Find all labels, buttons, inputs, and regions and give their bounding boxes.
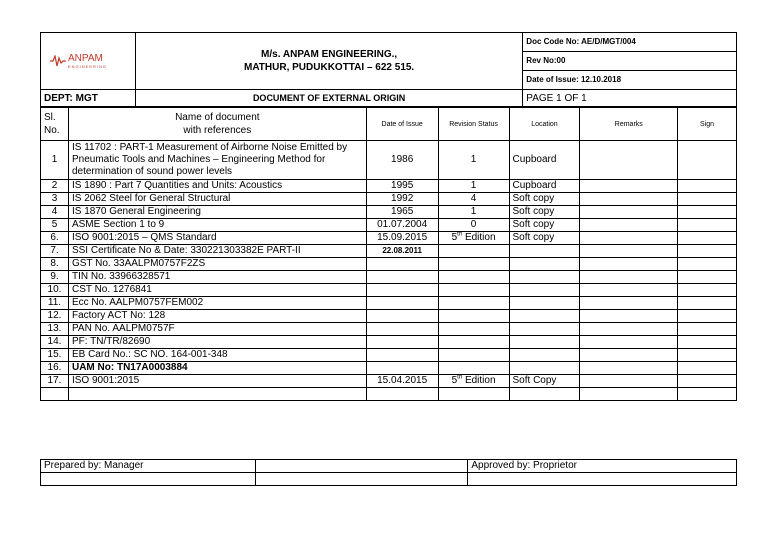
cell-revision-status — [438, 310, 509, 323]
cell-location — [509, 323, 580, 336]
company-name: M/s. ANPAM ENGINEERING., — [261, 49, 398, 60]
cell-date-of-issue — [366, 258, 438, 271]
table-row — [41, 206, 737, 219]
logo-cell — [41, 33, 136, 90]
cell-sign — [678, 245, 737, 258]
empty-cell — [678, 388, 737, 401]
table-row — [41, 362, 737, 375]
revision-value: 1 — [470, 154, 477, 165]
cell-remarks — [580, 284, 678, 297]
cell-document-name: SSI Certificate No & Date: 330221303382E PART-II — [68, 245, 366, 258]
page-indicator: PAGE 1 OF 1 — [523, 90, 737, 107]
cell-location — [509, 271, 580, 284]
cell-location — [509, 336, 580, 349]
cell-sign — [678, 284, 737, 297]
cell-document-name: UAM No: TN17A0003884 — [68, 362, 366, 375]
document-title: DOCUMENT OF EXTERNAL ORIGIN — [135, 90, 522, 107]
cell-sl-no: 4 — [41, 206, 69, 219]
empty-cell — [438, 388, 509, 401]
cell-document-name: ASME Section 1 to 9 — [68, 219, 366, 232]
col-date-of-issue: Date of Issue — [366, 108, 438, 141]
cell-revision-status — [438, 232, 509, 245]
cell-sign — [678, 258, 737, 271]
cell-document-name: TIN No. 33966328571 — [68, 271, 366, 284]
logo-wave-icon — [50, 55, 66, 67]
revision-edition: Edition — [462, 232, 496, 243]
cell-remarks — [580, 219, 678, 232]
cell-sl-no: 5 — [41, 219, 69, 232]
cell-remarks — [580, 180, 678, 193]
cell-document-name: ISO 9001:2015 — [68, 375, 366, 388]
col-name-of-document — [68, 108, 366, 141]
cell-revision-status — [438, 206, 509, 219]
cell-remarks — [580, 310, 678, 323]
empty-cell — [580, 388, 678, 401]
cell-sl-no: 16. — [41, 362, 69, 375]
cell-date-of-issue — [366, 362, 438, 375]
cell-revision-status — [438, 349, 509, 362]
cell-revision-status — [438, 297, 509, 310]
table-row — [41, 245, 737, 258]
cell-date-of-issue: 1965 — [366, 206, 438, 219]
cell-location — [509, 349, 580, 362]
cell-location — [509, 362, 580, 375]
empty-cell — [509, 388, 580, 401]
cell-sl-no: 12. — [41, 310, 69, 323]
cell-location — [509, 310, 580, 323]
cell-document-name: IS 2062 Steel for General Structural — [68, 193, 366, 206]
cell-sl-no: 8. — [41, 258, 69, 271]
cell-remarks — [580, 245, 678, 258]
empty-cell — [366, 388, 438, 401]
cell-location — [509, 284, 580, 297]
cell-remarks — [580, 362, 678, 375]
cell-location: Soft copy — [509, 219, 580, 232]
cell-sl-no: 11. — [41, 297, 69, 310]
table-row — [41, 284, 737, 297]
cell-location: Cupboard — [509, 141, 580, 180]
cell-location: Soft copy — [509, 193, 580, 206]
col-sign: Sign — [678, 108, 737, 141]
col-name-line2: with references — [183, 125, 252, 136]
cell-document-name: PAN No. AALPM0757F — [68, 323, 366, 336]
cell-remarks — [580, 297, 678, 310]
logo-subtext: ENGINEERING — [68, 64, 108, 69]
cell-sign — [678, 349, 737, 362]
table-row — [41, 271, 737, 284]
table-row — [41, 375, 737, 388]
table-row — [41, 297, 737, 310]
cell-date-of-issue: 15.09.2015 — [366, 232, 438, 245]
cell-document-name: GST No. 33AALPM0757F2ZS — [68, 258, 366, 271]
cell-revision-status — [438, 375, 509, 388]
cell-date-of-issue — [366, 336, 438, 349]
table-row — [41, 180, 737, 193]
cell-revision-status — [438, 141, 509, 180]
cell-location — [509, 297, 580, 310]
table-row — [41, 349, 737, 362]
cell-date-of-issue — [366, 310, 438, 323]
cell-remarks — [580, 141, 678, 180]
cell-sign — [678, 193, 737, 206]
cell-sign — [678, 336, 737, 349]
cell-sl-no: 10. — [41, 284, 69, 297]
revision-suffix: th — [457, 231, 463, 238]
cell-document-name: IS 11702 : PART-1 Measurement of Airborne Noise Emitted by Pneumatic Tools and Machines – Engineering Method for determination of sound power levels — [68, 141, 366, 180]
cell-date-of-issue — [366, 349, 438, 362]
revision-value: 5 — [451, 232, 458, 243]
prepared-sign-cell — [255, 460, 468, 473]
cell-sign — [678, 271, 737, 284]
revision-value: 1 — [470, 180, 477, 191]
cell-location: Soft copy — [509, 206, 580, 219]
col-remarks: Remarks — [580, 108, 678, 141]
cell-date-of-issue — [366, 284, 438, 297]
cell-location — [509, 245, 580, 258]
table-row — [41, 258, 737, 271]
table-row — [41, 193, 737, 206]
cell-revision-status — [438, 219, 509, 232]
cell-revision-status — [438, 284, 509, 297]
col-name-line1: Name of document — [175, 112, 260, 123]
revision-value: 0 — [470, 219, 477, 230]
cell-sl-no: 9. — [41, 271, 69, 284]
cell-date-of-issue: 1995 — [366, 180, 438, 193]
cell-document-name: Ecc No. AALPM0757FEM002 — [68, 297, 366, 310]
cell-date-of-issue — [366, 323, 438, 336]
cell-document-name: IS 1890 : Part 7 Quantities and Units: Acoustics — [68, 180, 366, 193]
logo-text: ANPAM — [68, 53, 103, 64]
cell-document-name: ISO 9001:2015 – QMS Standard — [68, 232, 366, 245]
cell-revision-status — [438, 271, 509, 284]
revision-value: 4 — [470, 193, 477, 204]
cell-remarks — [580, 271, 678, 284]
revision-edition: Edition — [462, 375, 496, 386]
empty-cell — [41, 388, 69, 401]
revision-value: 5 — [451, 375, 458, 386]
table-row — [41, 310, 737, 323]
cell-sign — [678, 232, 737, 245]
empty-cell — [68, 388, 366, 401]
cell-sl-no: 7. — [41, 245, 69, 258]
cell-sign — [678, 297, 737, 310]
cell-sign — [678, 362, 737, 375]
col-revision-status: Revision Status — [438, 108, 509, 141]
cell-revision-status — [438, 258, 509, 271]
date-of-issue: Date of Issue: 12.10.2018 — [523, 71, 737, 90]
cell-sl-no: 1 — [41, 141, 69, 180]
cell-document-name: IS 1870 General Engineering — [68, 206, 366, 219]
cell-document-name: CST No. 1276841 — [68, 284, 366, 297]
cell-document-name: Factory ACT No: 128 — [68, 310, 366, 323]
table-row — [41, 232, 737, 245]
document-register-table — [40, 107, 737, 401]
cell-remarks — [580, 323, 678, 336]
cell-sign — [678, 141, 737, 180]
cell-revision-status — [438, 180, 509, 193]
cell-sign — [678, 219, 737, 232]
cell-revision-status — [438, 362, 509, 375]
cell-sl-no: 13. — [41, 323, 69, 336]
cell-date-of-issue: 01.07.2004 — [366, 219, 438, 232]
cell-document-name: PF: TN/TR/82690 — [68, 336, 366, 349]
cell-date-of-issue: 22.08.2011 — [366, 245, 438, 258]
cell-remarks — [580, 336, 678, 349]
cell-revision-status — [438, 245, 509, 258]
cell-revision-status — [438, 323, 509, 336]
col-location: Location — [509, 108, 580, 141]
department: DEPT: MGT — [41, 90, 136, 107]
cell-remarks — [580, 375, 678, 388]
table-row — [41, 336, 737, 349]
table-row — [41, 141, 737, 180]
footer-empty-cell — [468, 473, 737, 486]
cell-revision-status — [438, 193, 509, 206]
cell-sign — [678, 323, 737, 336]
cell-remarks — [580, 232, 678, 245]
cell-sl-no: 17. — [41, 375, 69, 388]
cell-sl-no: 14. — [41, 336, 69, 349]
cell-date-of-issue: 1992 — [366, 193, 438, 206]
cell-date-of-issue — [366, 271, 438, 284]
revision-suffix: th — [457, 374, 463, 381]
company-logo — [44, 53, 132, 69]
company-address: MATHUR, PUDUKKOTTAI – 622 515. — [244, 62, 415, 73]
cell-date-of-issue: 15.04.2015 — [366, 375, 438, 388]
cell-sign — [678, 206, 737, 219]
cell-date-of-issue — [366, 297, 438, 310]
cell-revision-status — [438, 336, 509, 349]
cell-date-of-issue: 1986 — [366, 141, 438, 180]
footer-empty-cell — [255, 473, 468, 486]
footer-empty-cell — [41, 473, 256, 486]
table-body — [41, 141, 737, 401]
table-row-empty — [41, 388, 737, 401]
cell-remarks — [580, 206, 678, 219]
table-row — [41, 219, 737, 232]
cell-location — [509, 258, 580, 271]
col-sl-no: Sl. No. — [41, 108, 69, 141]
cell-remarks — [580, 193, 678, 206]
approved-by: Approved by: Proprietor — [468, 460, 737, 473]
cell-sign — [678, 310, 737, 323]
revision-value: 1 — [470, 206, 477, 217]
cell-sl-no: 3 — [41, 193, 69, 206]
cell-location: Soft copy — [509, 232, 580, 245]
rev-no: Rev No:00 — [523, 52, 737, 71]
cell-sign — [678, 375, 737, 388]
cell-sl-no: 2 — [41, 180, 69, 193]
table-row — [41, 323, 737, 336]
cell-sign — [678, 180, 737, 193]
company-block — [135, 33, 522, 90]
cell-remarks — [580, 258, 678, 271]
cell-sl-no: 6. — [41, 232, 69, 245]
cell-location: Cupboard — [509, 180, 580, 193]
table-header-row — [41, 108, 737, 141]
prepared-by: Prepared by: Manager — [41, 460, 256, 473]
cell-document-name: EB Card No.: SC NO. 164-001-348 — [68, 349, 366, 362]
doc-code: Doc Code No: AE/D/MGT/004 — [523, 33, 737, 52]
cell-remarks — [580, 349, 678, 362]
document-header — [40, 32, 737, 107]
approval-footer — [40, 459, 737, 486]
cell-sl-no: 15. — [41, 349, 69, 362]
cell-location: Soft Copy — [509, 375, 580, 388]
